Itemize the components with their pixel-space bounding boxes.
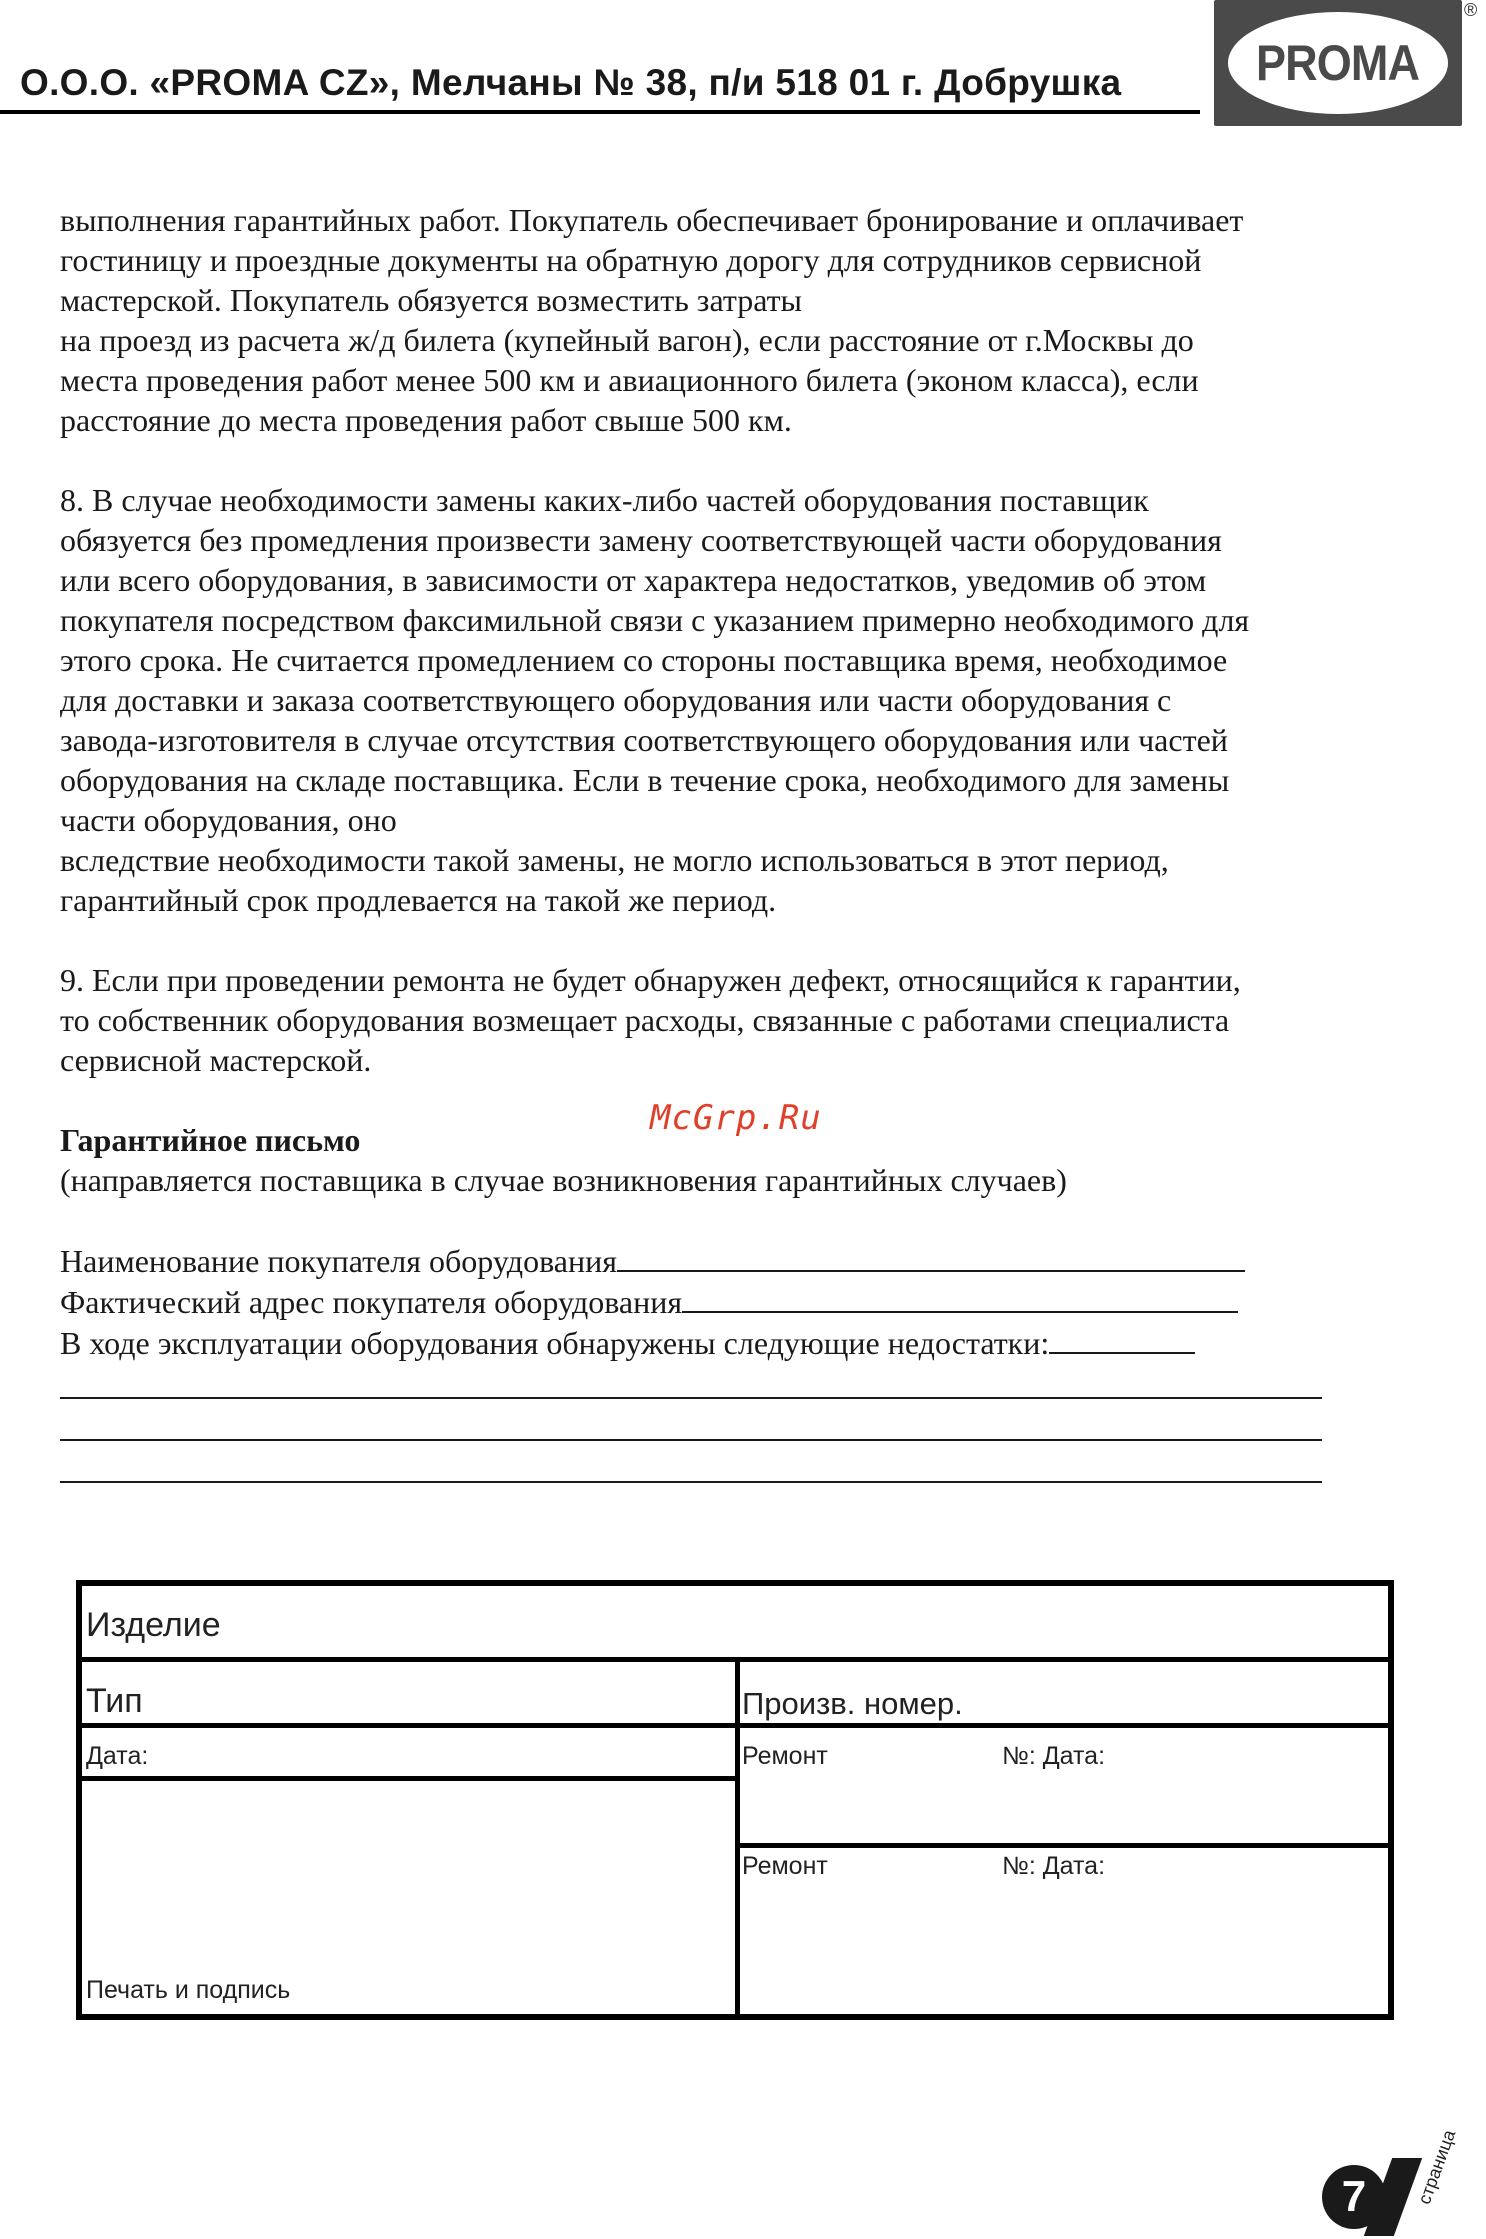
- text-line: то собственник оборудования возмещает расходы, связанные с работами специалиста: [60, 1002, 1230, 1038]
- document-body: [60, 200, 1440, 1489]
- paragraph-9: [60, 960, 1440, 1080]
- product-record-box: [76, 1580, 1394, 2020]
- text-line: завода-изготовителя в случае отсутствия соответствующего оборудования или частей: [60, 722, 1228, 758]
- header-title: О.О.О. «PROMA CZ», Мелчаны № 38, п/и 518 01 г. Добрушка: [20, 62, 1122, 103]
- text-line: оборудования на складе поставщика. Если в течение срока, необходимого для замены: [60, 762, 1230, 798]
- defects-blank-line[interactable]: [60, 1399, 1322, 1441]
- type-label: Тип: [86, 1682, 143, 1720]
- text-line: для доставки и заказа соответствующего оборудования или части оборудования с: [60, 682, 1172, 718]
- text-line: или всего оборудования, в зависимости от характера недостатков, уведомив об этом: [60, 562, 1207, 598]
- repair-1-number-date: №: Дата:: [1002, 1742, 1106, 1770]
- logo-oval: [1228, 12, 1448, 114]
- product-label: Изделие: [86, 1606, 221, 1644]
- box-divider: [735, 1657, 740, 2014]
- logo-text: PROMA: [1256, 35, 1420, 91]
- buyer-name-field[interactable]: [617, 1240, 1245, 1272]
- registered-mark: ®: [1464, 0, 1478, 20]
- text-line: части оборудования, оно: [60, 802, 397, 838]
- text-line: 9. Если при проведении ремонта не будет обнаружен дефект, относящийся к гарантии,: [60, 962, 1241, 998]
- buyer-name-row: [60, 1240, 1440, 1281]
- buyer-address-row: [60, 1281, 1440, 1322]
- header-rule: [0, 110, 1200, 114]
- page-number: 7: [1322, 2165, 1386, 2229]
- defects-blank-line[interactable]: [60, 1357, 1322, 1399]
- defects-label: В ходе эксплуатации оборудования обнаружены следующие недостатки:: [60, 1325, 1050, 1361]
- text-line: этого срока. Не считается промедлением со стороны поставщика время, необходимое: [60, 642, 1228, 678]
- text-line: гарантийный срок продлевается на такой же период.: [60, 882, 777, 918]
- buyer-address-field[interactable]: [682, 1281, 1238, 1313]
- text-line: вследствие необходимости такой замены, не могло использоваться в этот период,: [60, 842, 1169, 878]
- text-line: сервисной мастерской.: [60, 1042, 372, 1078]
- box-divider: [82, 1776, 735, 1781]
- text-line: покупателя посредством факсимильной связи с указанием примерно необходимого для: [60, 602, 1250, 638]
- buyer-address-label: Фактический адрес покупателя оборудования: [60, 1284, 683, 1320]
- page-word: страница: [1414, 2127, 1460, 2207]
- text-line: мастерской. Покупатель обязуется возместить затраты: [60, 282, 803, 318]
- paragraph-8: [60, 480, 1440, 920]
- box-divider: [82, 1723, 1388, 1728]
- repair-1-label: Ремонт: [742, 1742, 828, 1770]
- repair-2-label: Ремонт: [742, 1852, 828, 1880]
- text-line: 8. В случае необходимости замены каких-либо частей оборудования поставщик: [60, 482, 1149, 518]
- text-line: выполнения гарантийных работ. Покупатель обеспечивает бронирование и оплачивает: [60, 202, 1244, 238]
- buyer-name-label: Наименование покупателя оборудования: [60, 1243, 617, 1279]
- text-line: расстояние до места проведения работ свыше 500 км.: [60, 402, 792, 438]
- warranty-letter-fields: [60, 1240, 1440, 1483]
- repair-2-number-date: №: Дата:: [1002, 1852, 1106, 1880]
- warranty-letter-subtitle: (направляется поставщика в случае возникновения гарантийных случаев): [60, 1162, 1067, 1198]
- warranty-letter-title: Гарантийное письмо: [60, 1122, 361, 1158]
- serial-number-label: Произв. номер.: [742, 1686, 963, 1721]
- defects-blank-line[interactable]: [60, 1441, 1322, 1483]
- defects-field[interactable]: [1049, 1322, 1195, 1354]
- proma-logo: [1214, 0, 1462, 126]
- box-divider: [735, 1843, 1388, 1848]
- paragraph-travel-costs: [60, 200, 1440, 440]
- text-line: на проезд из расчета ж/д билета (купейный вагон), если расстояние от г.Москвы до: [60, 322, 1194, 358]
- date-label: Дата:: [86, 1742, 149, 1770]
- watermark: McGrp.Ru: [650, 1098, 822, 1138]
- stamp-signature-label: Печать и подпись: [86, 1976, 291, 2004]
- text-line: места проведения работ менее 500 км и авиационного билета (эконом класса), если: [60, 362, 1199, 398]
- text-line: гостиницу и проездные документы на обратную дорогу для сотрудников сервисной: [60, 242, 1202, 278]
- text-line: обязуется без промедления произвести замену соответствующей части оборудования: [60, 522, 1222, 558]
